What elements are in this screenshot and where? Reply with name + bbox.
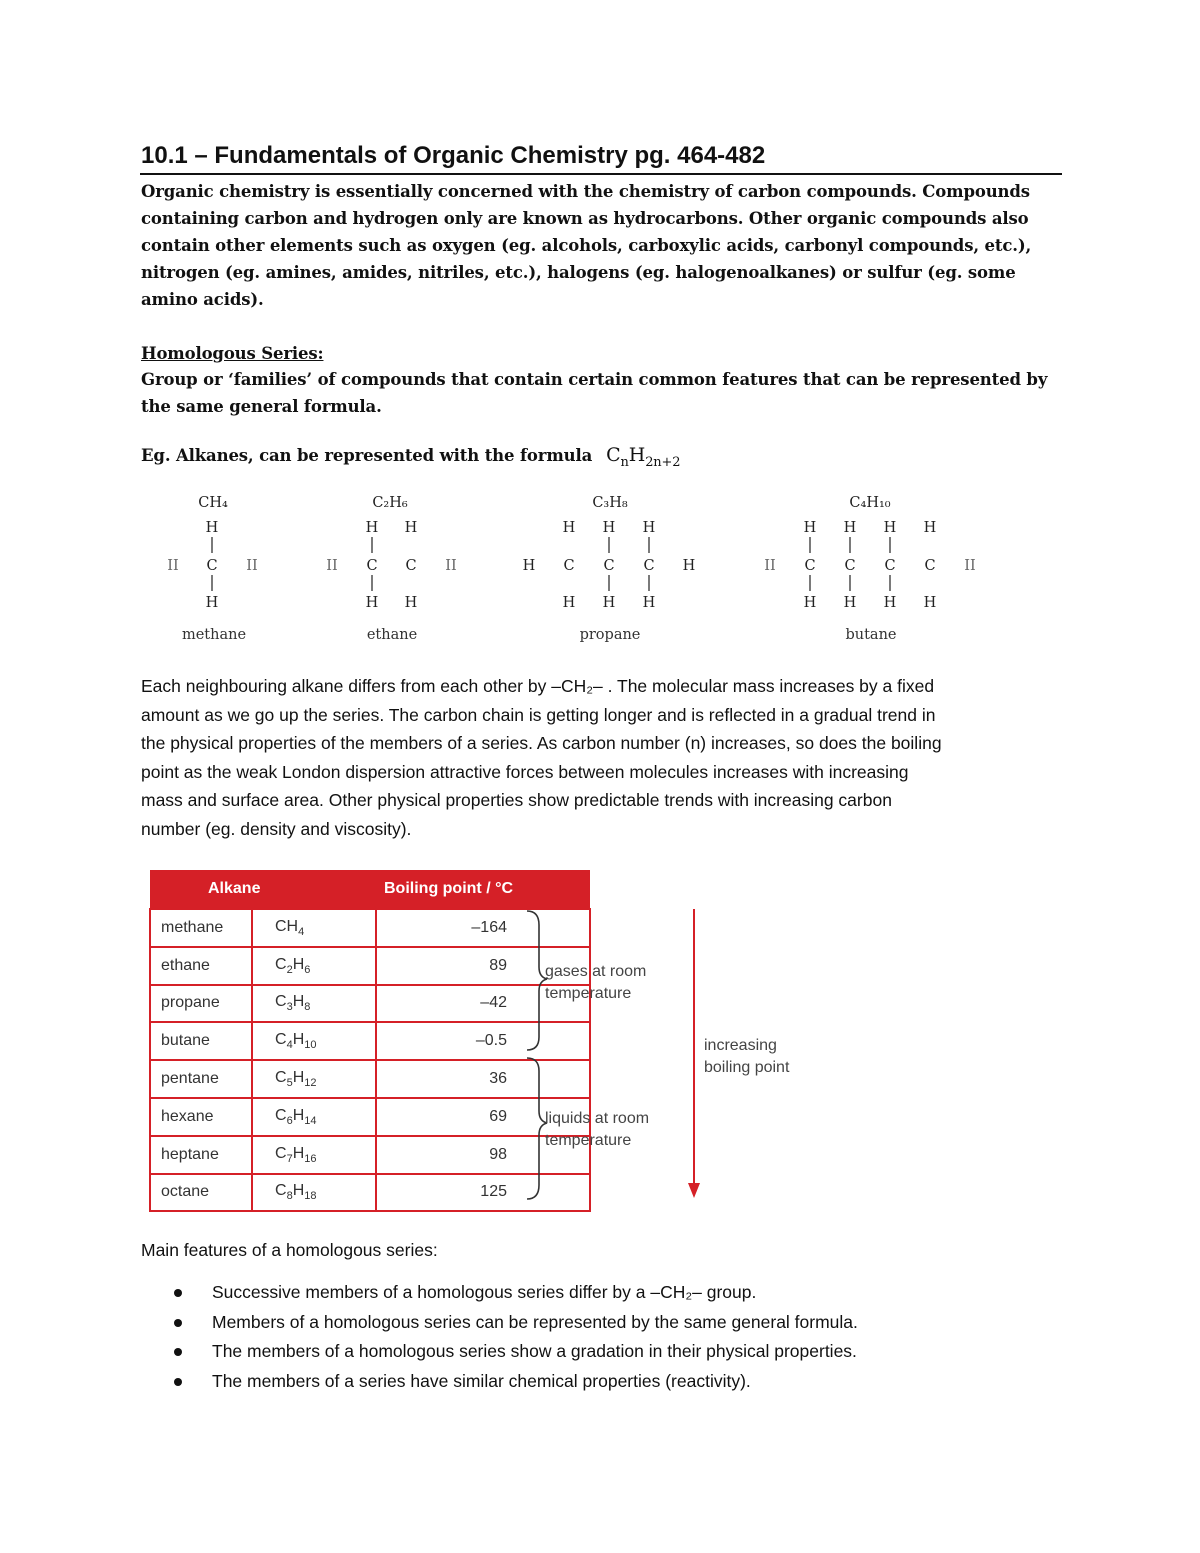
svg-text:H: H — [404, 595, 418, 611]
svg-text:H: H — [642, 520, 656, 536]
svg-text:C: C — [405, 558, 417, 574]
svg-text:II: II — [445, 558, 457, 574]
alkane-name: heptane — [150, 1136, 252, 1174]
features-heading: Main features of a homologous series: — [141, 1240, 438, 1260]
intro-line: Organic chemistry is essentially concerned with the chemistry of carbon compounds. Compounds — [141, 182, 1030, 201]
svg-text:C: C — [603, 558, 615, 574]
svg-text:H: H — [522, 558, 536, 574]
ethane-name: ethane — [366, 627, 418, 643]
homologous-definition — [141, 366, 1047, 420]
svg-text:H: H — [923, 595, 937, 611]
alkane-name: butane — [150, 1022, 252, 1060]
intro-line: amino acids). — [141, 290, 264, 309]
svg-text:C: C — [563, 558, 575, 574]
boiling-point-value: –164 — [376, 909, 590, 947]
paragraph-line: point as the weak London dispersion attractive forces between molecules increases with increasing — [141, 761, 909, 782]
butane-formula: C₄H₁₀ — [849, 495, 891, 511]
svg-text:H: H — [642, 595, 656, 611]
paragraph-line: the physical properties of the members of a series. As carbon number (n) increases, so does the boiling — [141, 733, 942, 753]
example-text: Eg. Alkanes, can be represented with the formula — [141, 446, 593, 465]
svg-text:C: C — [844, 558, 856, 574]
alkane-formula: $CH_4$ — [252, 909, 376, 947]
svg-text:H: H — [205, 595, 219, 611]
ethane-formula: C₂H₆ — [372, 495, 408, 511]
svg-text:II: II — [246, 558, 258, 574]
boiling-point-value: 98 — [376, 1136, 590, 1174]
svg-text:H: H — [682, 558, 696, 574]
svg-text:II: II — [167, 558, 179, 574]
svg-text:H: H — [602, 595, 616, 611]
svg-text:C: C — [804, 558, 816, 574]
boiling-point-value: –42 — [376, 985, 590, 1023]
gases-label: gases at room temperature — [545, 963, 647, 1002]
bullet-icon — [174, 1319, 182, 1327]
svg-text:II: II — [326, 558, 338, 574]
intro-line: nitrogen (eg. amines, amides, nitriles, etc.), halogens (eg. halogenoalkanes) or sulfur (eg. some — [141, 263, 1016, 282]
general-formula: $C_nH_{2n+2}$ — [606, 444, 681, 470]
boiling-point-value: 36 — [376, 1060, 590, 1098]
list-item: Successive members of a homologous series differ by a –CH₂– group. — [170, 1278, 858, 1308]
list-item: Members of a homologous series can be represented by the same general formula. — [170, 1308, 858, 1338]
intro-paragraph — [141, 178, 1031, 313]
alkane-formula: $C_3H_8$ — [252, 985, 376, 1023]
definition-line: Group or ‘families’ of compounds that contain certain common features that can be represented by — [141, 370, 1048, 389]
svg-text:II: II — [964, 558, 976, 574]
svg-text:H: H — [205, 520, 219, 536]
svg-text:H: H — [803, 520, 817, 536]
alkane-name: octane — [150, 1174, 252, 1212]
gases-brace — [527, 911, 547, 1050]
alkane-formula: $C_6H_{14}$ — [252, 1098, 376, 1136]
alkane-name: propane — [150, 985, 252, 1023]
features-list — [170, 1278, 858, 1396]
alkane-name: pentane — [150, 1060, 252, 1098]
svg-text:H: H — [883, 595, 897, 611]
boiling-point-value: 89 — [376, 947, 590, 985]
paragraph-line: mass and surface area. Other physical properties show predictable trends with increasing carbon — [141, 790, 892, 810]
svg-text:C: C — [366, 558, 378, 574]
alkane-name: hexane — [150, 1098, 252, 1136]
methane-formula: CH₄ — [198, 495, 228, 511]
table-header — [150, 870, 590, 909]
alkane-formula: $C_4H_{10}$ — [252, 1022, 376, 1060]
bullet-icon — [174, 1348, 182, 1356]
boiling-point-value: 125 — [376, 1174, 590, 1212]
intro-line: containing carbon and hydrogen only are known as hydrocarbons. Other organic compounds also — [141, 209, 1029, 228]
svg-text:H: H — [562, 595, 576, 611]
alkane-formula: $C_8H_{18}$ — [252, 1174, 376, 1212]
alkane-formula: $C_7H_{16}$ — [252, 1136, 376, 1174]
liquids-brace — [527, 1058, 547, 1199]
svg-text:II: II — [764, 558, 776, 574]
methane-name: methane — [181, 627, 247, 643]
propane-name: propane — [579, 627, 641, 643]
svg-text:H: H — [843, 595, 857, 611]
definition-line: the same general formula. — [141, 397, 382, 416]
alkane-name: methane — [150, 909, 252, 947]
liquids-label: liquids at room temperature — [545, 1110, 650, 1149]
bond-lines — [212, 537, 890, 591]
svg-text:H: H — [803, 595, 817, 611]
increasing-arrow-head — [688, 1183, 700, 1198]
header-boiling-point: Boiling point / °C — [376, 870, 590, 909]
boiling-point-value: –0.5 — [376, 1022, 590, 1060]
svg-text:H: H — [843, 520, 857, 536]
alkane-structures — [0, 480, 1200, 650]
bullet-icon — [174, 1289, 182, 1297]
svg-text:C: C — [206, 558, 218, 574]
svg-text:C: C — [924, 558, 936, 574]
paragraph-line: Each neighbouring alkane differs from each other by –CH₂– . The molecular mass increases by a fixed — [141, 676, 935, 696]
butane-name: butane — [845, 627, 897, 643]
bullet-icon — [174, 1378, 182, 1386]
header-alkane: Alkane — [150, 870, 376, 909]
boiling-point-value: 69 — [376, 1098, 590, 1136]
svg-text:H: H — [923, 520, 937, 536]
increasing-boiling-point-label: increasing boiling point — [704, 1037, 790, 1076]
paragraph-line: amount as we go up the series. The carbon chain is getting longer and is reflected in a gradual trend in — [141, 704, 936, 725]
page-title: 10.1 – Fundamentals of Organic Chemistry pg. 464-482 — [141, 142, 766, 169]
svg-text:H: H — [602, 520, 616, 536]
intro-line: contain other elements such as oxygen (eg. alcohols, carboxylic acids, carbonyl compounds, etc.), — [141, 236, 1032, 255]
svg-text:H: H — [404, 520, 418, 536]
trend-paragraph — [141, 672, 942, 843]
alkane-formula: $C_2H_6$ — [252, 947, 376, 985]
title-underline — [140, 173, 1062, 175]
svg-text:C: C — [643, 558, 655, 574]
svg-text:C: C — [884, 558, 896, 574]
propane-formula: C₃H₈ — [592, 495, 628, 511]
example-line — [141, 442, 680, 476]
svg-text:H: H — [562, 520, 576, 536]
alkane-name: ethane — [150, 947, 252, 985]
svg-text:H: H — [883, 520, 897, 536]
alkane-formula: $C_5H_{12}$ — [252, 1060, 376, 1098]
svg-text:H: H — [365, 520, 379, 536]
list-item: The members of a series have similar chemical properties (reactivity). — [170, 1367, 858, 1397]
homologous-heading: Homologous Series: — [141, 344, 324, 363]
svg-text:H: H — [365, 595, 379, 611]
list-item: The members of a homologous series show a gradation in their physical properties. — [170, 1337, 858, 1367]
paragraph-line: number (eg. density and viscosity). — [141, 818, 412, 839]
